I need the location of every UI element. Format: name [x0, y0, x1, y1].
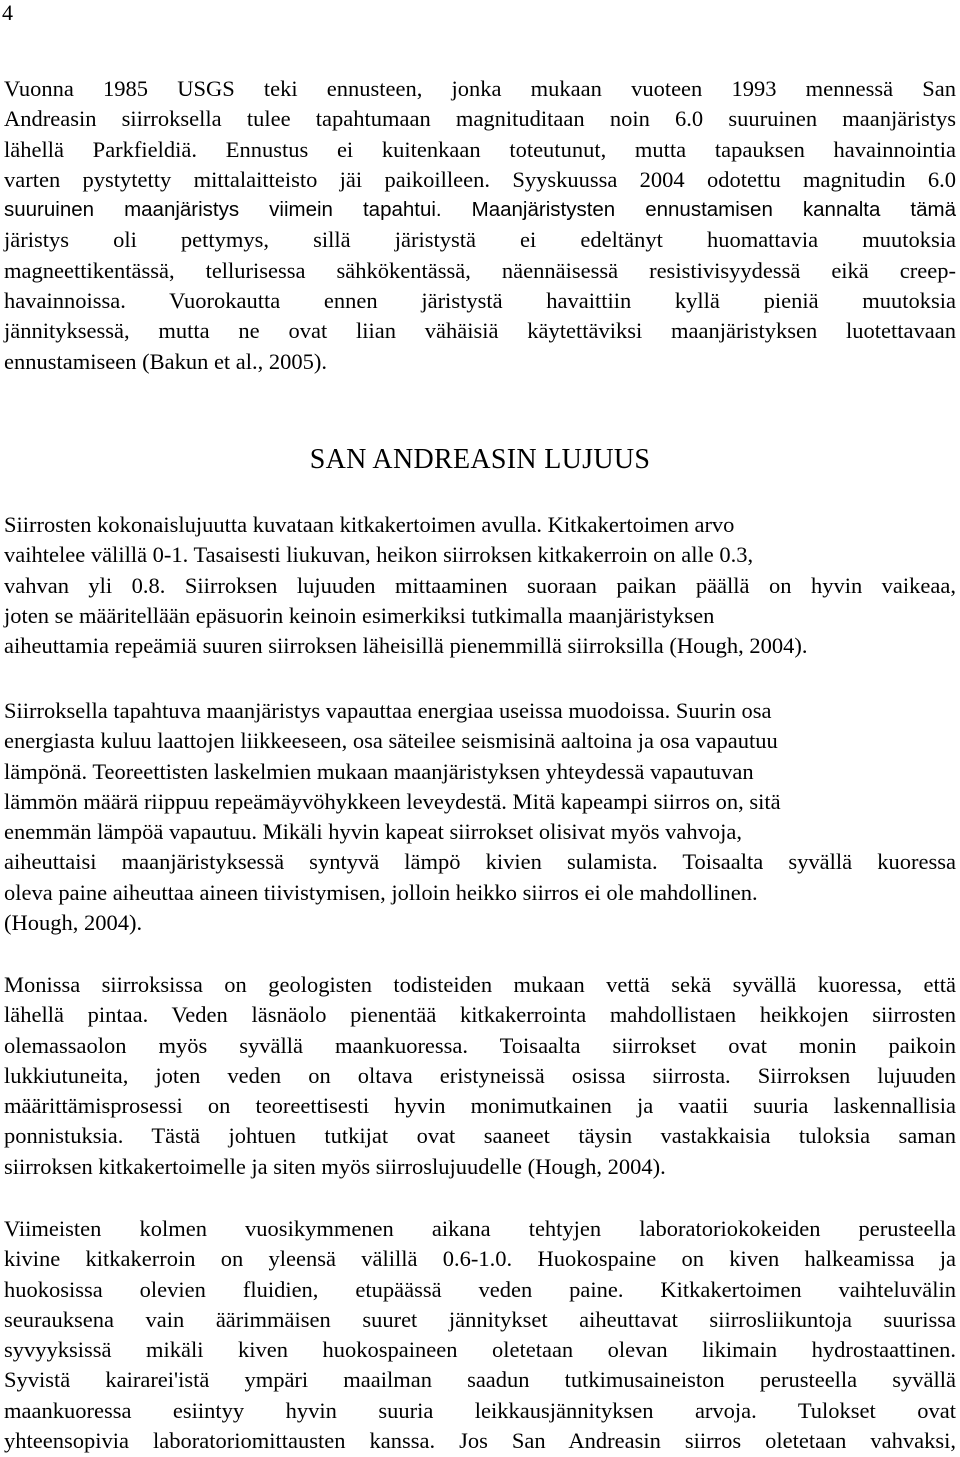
text-line: enemmän lämpöä vapautuu. Mikäli hyvin kapeat siirrokset olisivat myös vahvoja, [4, 819, 742, 845]
text-line: Siirrosten kokonaislujuutta kuvataan kitkakertoimen avulla. Kitkakertoimen arvo [4, 512, 735, 537]
text-line: lähellä pintaa. Veden läsnäolo pienentää kitkakerrointa mahdollistaen heikkojen siirrosten [4, 1002, 956, 1028]
text-line: Andreasin siirroksella tulee tapahtumaan magnituditaan noin 6.0 suuruinen maanjäristys [4, 106, 956, 132]
text-line [4, 195, 956, 225]
text-line: havainnoissa. Vuorokautta ennen järistystä havaittiin kyllä pieniä muutoksia [4, 288, 956, 314]
text-line: järistys oli pettymys, sillä järistystä ei edeltänyt huomattavia muutoksia [4, 227, 956, 253]
text-line: joten se määritellään epäsuorin keinoin esimerkiksi tutkimalla maanjäristyksen [4, 602, 715, 628]
text-line: jännityksessä, mutta ne ovat liian vähäisiä käytettäviksi maanjäristyksen luotettavaan [4, 318, 956, 344]
text-line: määrittämisprosessi on teoreettisesti hyvin monimutkainen ja vaatii suuria laskennallisia [4, 1093, 956, 1119]
text-line: oleva paine aiheuttaa aineen tiivistymisen, jolloin heikko siirros ei ole mahdollinen. [4, 879, 758, 905]
text-line: vahvan yli 0.8. Siirroksen lujuuden mittaaminen suoraan paikan päällä on hyvin vaikeaa, [4, 572, 956, 598]
paragraph-fault-strength [4, 510, 956, 661]
text-line: Vuonna 1985 USGS teki ennusteen, jonka mukaan vuoteen 1993 mennessä San [4, 76, 956, 101]
text-line: huokosissa olevien fluidien, etupäässä veden paine. Kitkakertoimen vaihteluvälin [4, 1276, 956, 1302]
text-line: energiasta kuluu laattojen liikkeeseen, osa säteilee seismisinä aaltoina ja osa vapautuu [4, 728, 778, 754]
text-line: lämmön määrä riippuu repeämäyvöhykkeen leveydestä. Mitä kapeampi siirros on, sitä [4, 788, 781, 814]
text-line: seurauksena vain äärimmäisen suuret jännitykset aiheuttavat siirrosliikuntoja suurissa [4, 1306, 956, 1332]
page-number: 4 [2, 0, 13, 25]
text-line: Monissa siirroksissa on geologisten todisteiden mukaan vettä sekä syvällä kuoressa, että [4, 972, 956, 997]
text-line: varten pystytetty mittalaitteisto jäi paikoilleen. Syyskuussa 2004 odotettu magnitudin 6.0 [4, 166, 956, 192]
paragraph-parkfield-prediction [4, 74, 956, 377]
section-heading: SAN ANDREASIN LUJUUS [309, 444, 651, 475]
text-line: maankuoressa esiintyy hyvin suuria leikkausjännityksen arvoja. Tulokset ovat [4, 1397, 956, 1423]
text-line: syvyyksissä mikäli kiven huokospaineen oletetaan olevan likimain hydrostaattinen. [4, 1337, 956, 1363]
text-line: magneettikentässä, tellurisessa sähkökentässä, näennäisessä resistivisyydessä eikä creep- [4, 257, 956, 283]
text-line: aiheuttaisi maanjäristyksessä syntyvä lämpö kivien sulamista. Toisaalta syvällä kuoressa [4, 849, 956, 875]
text-line: lämpönä. Teoreettisten laskelmien mukaan maanjäristyksen yhteydessä vapautuvan [4, 758, 754, 784]
paragraph-laboratory-tests [4, 1214, 956, 1456]
text-line: lähellä Parkfieldiä. Ennustus ei kuitenkaan toteutunut, mutta tapauksen havainnointia [4, 136, 956, 162]
text-line: kivine kitkakerroin on yleensä välillä 0.6-1.0. Huokospaine on kiven halkeamissa ja [4, 1246, 956, 1272]
text-line: Syvistä kairarei'istä ympäri maailman saadun tutkimusaineiston perusteella syvällä [4, 1367, 956, 1393]
text-line-part: suuruinen maanjäristys viimein tapahtui. Maanjäristysten ennustamisen kannalta tämä [4, 198, 956, 222]
text-line: Siirroksella tapahtuva maanjäristys vapauttaa energiaa useissa muodoissa. Suurin osa [4, 698, 772, 723]
text-line: vaihtelee välillä 0-1. Tasaisesti liukuvan, heikon siirroksen kitkakerroin on alle 0.3, [4, 542, 754, 568]
paragraph-water-in-faults [4, 970, 956, 1182]
text-line: lukkiutuneita, joten veden on oltava eristyneissä osissa siirrosta. Siirroksen lujuuden [4, 1062, 956, 1088]
text-line: (Hough, 2004). [4, 910, 143, 936]
text-line: yhteensopivia laboratoriomittausten kanssa. Jos San Andreasin siirros oletetaan vahvaksi, [4, 1428, 956, 1454]
text-line: aiheuttamia repeämiä suuren siirroksen läheisillä pienemmillä siirroksilla (Hough, 2004). [4, 633, 808, 659]
text-line: siirroksen kitkakertoimelle ja siten myös siirroslujuudelle (Hough, 2004). [4, 1153, 666, 1179]
text-line: Viimeisten kolmen vuosikymmenen aikana tehtyjen laboratoriokokeiden perusteella [4, 1216, 956, 1241]
text-line: ennustamiseen (Bakun et al., 2005). [4, 348, 328, 374]
text-line: ponnistuksia. Tästä johtuen tutkijat ovat saaneet täysin vastakkaisia tuloksia saman [4, 1123, 956, 1149]
paragraph-energy-release [4, 696, 956, 938]
text-line: olemassaolon myös syvällä maankuoressa. Toisaalta siirrokset ovat monin paikoin [4, 1032, 956, 1058]
